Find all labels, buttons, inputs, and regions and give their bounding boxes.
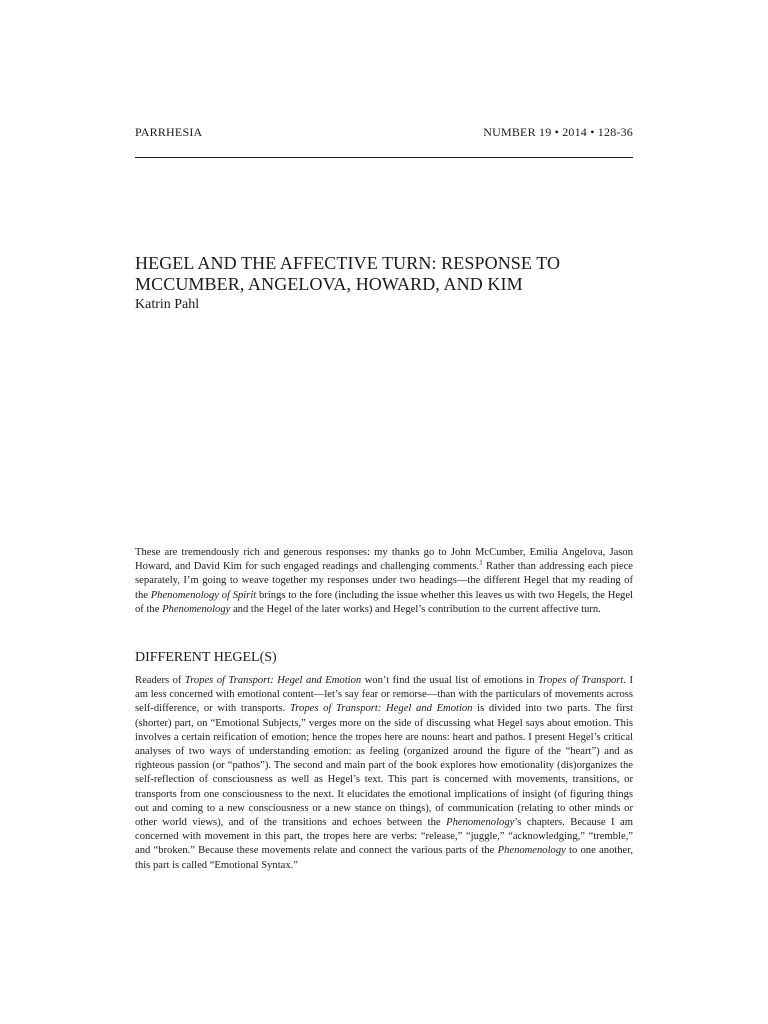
intro-text-2: Rather than addressing each piece separately, I’m going to weave together my responses under two headings—the different Hegel that my reading of the [135,561,634,601]
article-author: Katrin Pahl [135,297,200,312]
para-italic-2: Tropes of Transport [537,675,624,686]
section-heading: DIFFERENT HEGEL(S) [135,650,277,665]
intro-text-4: and the Hegel of the later works) and Hegel’s contribution to the current affective turn. [230,603,601,615]
para-text-4: is divided into two parts. The first (shorter) part, on “Emotional Subjects,” verges more on the side of discussing what Hegel says about emotion. This involves a certain reification of emotion; hence the tropes here are nouns: heart and pathos. I present Hegel’s critical analyses of two ways of understanding emotion: as feeling (organized around the figure of the “heart”) and as righteous passion (or “pathos”). The second and main part of the book explores how emotionality (dis)organizes the self-reflection of consciousness as well as Hegel’s text. This part is concerned with movements, transitions, or transports from one consciousness to the next. It elucidates the emotional implications of insight (of figuring things out and coming to a new consciousness or a new stance on things), of communication (relating to other minds or other world views), and of the transitions and echoes between the [135,703,633,829]
intro-text-3: brings to the fore (including the issue whether this leaves us with two Hegels, the Hegel of the [135,589,633,615]
para-text-2: won’t find the usual list of emotions in [361,675,538,686]
para-text-5: ’s chapters. Because I am concerned with movement in this part, the tropes here are verbs: “release,” “juggle,” “acknowledging,” “tremble,” and “broken.” Because these movements relate and connect the various parts of the [135,817,633,857]
article-title: HEGEL AND THE AFFECTIVE TURN: RESPONSE TO MCCUMBER, ANGELOVA, HOWARD, AND KIM [135,253,561,294]
issue-info: NUMBER 19 • 2014 • 128-36 [483,125,633,139]
para-italic-1: Tropes of Transport: Hegel and Emotion [184,675,362,686]
para-text-3: . I am less concerned with emotional content—let’s say fear or remorse—than with the particulars of movements across self-difference, or with transports. [135,675,633,715]
page [135,0,633,1024]
intro-italic-1: Phenomenology of Spirit [150,589,257,601]
body-paragraph [135,674,633,873]
header-rule [135,157,633,158]
intro-text-1: These are tremendously rich and generous responses: my thanks go to John McCumber, Emilia Angelova, Jason Howard, and David Kim for such engaged readings and challenging comments. [135,547,633,573]
intro-italic-2: Phenomenology [162,603,231,615]
para-text-6: to one another, this part is called “Emotional Syntax.” [135,845,633,871]
para-italic-5: Phenomenology [497,845,566,857]
journal-name: PARRHESIA [135,125,203,139]
para-italic-4: Phenomenology [446,817,515,829]
running-head [135,125,633,139]
para-text-1: Readers of [135,675,185,686]
footnote-ref[interactable]: 1 [479,558,483,567]
intro-paragraph [135,546,633,617]
para-italic-3: Tropes of Transport: Hegel and Emotion [290,703,473,715]
